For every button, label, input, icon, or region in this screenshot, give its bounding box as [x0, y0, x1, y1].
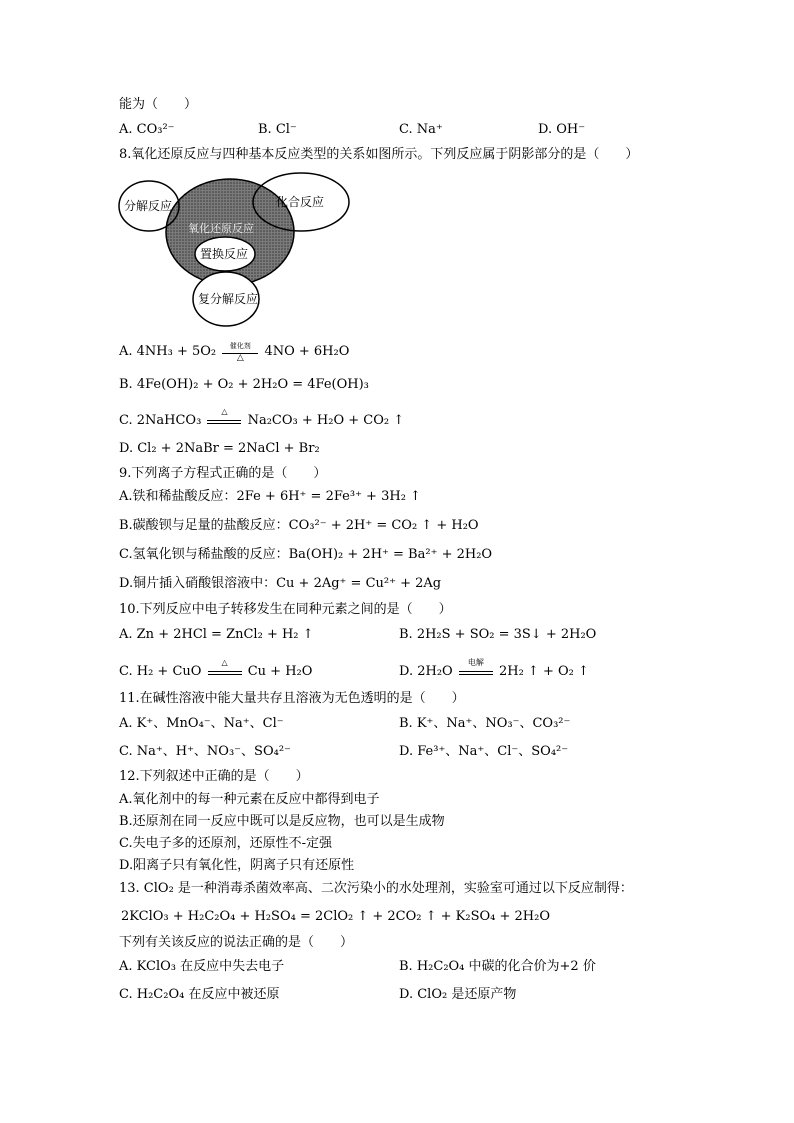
q11-option-b: B. K⁺、Na⁺、NO₃⁻、CO₃²⁻: [399, 716, 571, 731]
q11-option-a: A. K⁺、MnO₄⁻、Na⁺、Cl⁻: [119, 716, 284, 731]
electrolysis-arrow: 电解: [459, 665, 493, 679]
q7-option-d: D. OH⁻: [538, 122, 586, 137]
q7-option-b: B. Cl⁻: [258, 122, 297, 137]
catalyst-heat-arrow: 催化剂 △: [222, 345, 258, 359]
q10-option-c: C. H₂ + CuO △ Cu + H₂O: [119, 657, 313, 679]
q10-option-a: A. Zn + 2HCl = ZnCl₂ + H₂ ↑: [119, 627, 314, 642]
q10-stem: 10.下列反应中电子转移发生在同种元素之间的是（ ）: [119, 602, 452, 617]
q9-stem: 9.下列离子方程式正确的是（ ）: [119, 466, 327, 481]
q8-option-a: A. 4NH₃ + 5O₂ 催化剂 △ 4NO + 6H₂O: [119, 341, 350, 363]
q8-stem: 8.氧化还原反应与四种基本反应类型的关系如图所示。下列反应属于阴影部分的是（ ）: [119, 147, 639, 162]
q13-stem: 13. ClO₂ 是一种消毒杀菌效率高、二次污染小的水处理剂，实验室可通过以下反应制得：: [119, 881, 633, 896]
q11-stem: 11.在碱性溶液中能大量共存且溶液为无色透明的是（ ）: [119, 691, 465, 706]
q8-option-d: D. Cl₂ + 2NaBr = 2NaCl + Br₂: [119, 441, 320, 456]
q12-stem: 12.下列叙述中正确的是（ ）: [119, 769, 309, 784]
q9-option-c: C.氢氧化钡与稀盐酸的反应：Ba(OH)₂ + 2H⁺ = Ba²⁺ + 2H₂O: [119, 547, 493, 562]
heat-arrow: △: [207, 414, 241, 428]
q13-option-c: C. H₂C₂O₄ 在反应中被还原: [119, 987, 280, 1002]
combination-label: 化合反应: [276, 195, 325, 209]
q11-option-c: C. Na⁺、H⁺、NO₃⁻、SO₄²⁻: [119, 744, 291, 759]
q8-option-b: B. 4Fe(OH)₂ + O₂ + 2H₂O = 4Fe(OH)₃: [119, 377, 369, 392]
double-displacement-label: 复分解反应: [198, 292, 259, 306]
q13-equation: 2KClO₃ + H₂C₂O₄ + H₂SO₄ = 2ClO₂ ↑ + 2CO₂ ↑ + K₂SO₄ + 2H₂O: [121, 909, 551, 924]
q9-option-d: D.铜片插入硝酸银溶液中：Cu + 2Ag⁺ = Cu²⁺ + 2Ag: [119, 576, 442, 591]
q13-prompt: 下列有关该反应的说法正确的是（ ）: [119, 935, 354, 950]
redox-label: 氧化还原反应: [188, 222, 254, 235]
q10-option-b: B. 2H₂S + SO₂ = 3S↓ + 2H₂O: [399, 627, 597, 642]
q7-option-a: A. CO₃²⁻: [119, 122, 175, 137]
q11-option-d: D. Fe³⁺、Na⁺、Cl⁻、SO₄²⁻: [399, 744, 569, 759]
heat-arrow: △: [208, 665, 242, 679]
q12-option-a: A.氧化剂中的每一种元素在反应中都得到电子: [119, 792, 380, 807]
decomposition-label: 分解反应: [124, 199, 173, 213]
reaction-type-venn-diagram: [116, 170, 366, 330]
q7-option-c: C. Na⁺: [399, 122, 443, 137]
q10-option-d: D. 2H₂O 电解 2H₂ ↑ + O₂ ↑: [399, 657, 589, 679]
q12-option-c: C.失电子多的还原剂，还原性不-定强: [119, 836, 333, 851]
q9-option-b: B.碳酸钡与足量的盐酸反应：CO₃²⁻ + 2H⁺ = CO₂ ↑ + H₂O: [119, 518, 479, 533]
q13-option-d: D. ClO₂ 是还原产物: [399, 987, 517, 1002]
q13-option-b: B. H₂C₂O₄ 中碳的化合价为+2 价: [399, 959, 596, 974]
displacement-label: 置换反应: [200, 247, 249, 261]
q13-option-a: A. KClO₃ 在反应中失去电子: [119, 959, 285, 974]
q7-stem-tail: 能为（ ）: [119, 97, 198, 112]
q8-option-c: C. 2NaHCO₃ △ Na₂CO₃ + H₂O + CO₂ ↑: [119, 406, 405, 428]
q12-option-d: D.阳离子只有氧化性，阴离子只有还原性: [119, 858, 355, 873]
q9-option-a: A.铁和稀盐酸反应：2Fe + 6H⁺ = 2Fe³⁺ + 3H₂ ↑: [119, 489, 421, 504]
q12-option-b: B.还原剂在同一反应中既可以是反应物，也可以是生成物: [119, 814, 445, 829]
